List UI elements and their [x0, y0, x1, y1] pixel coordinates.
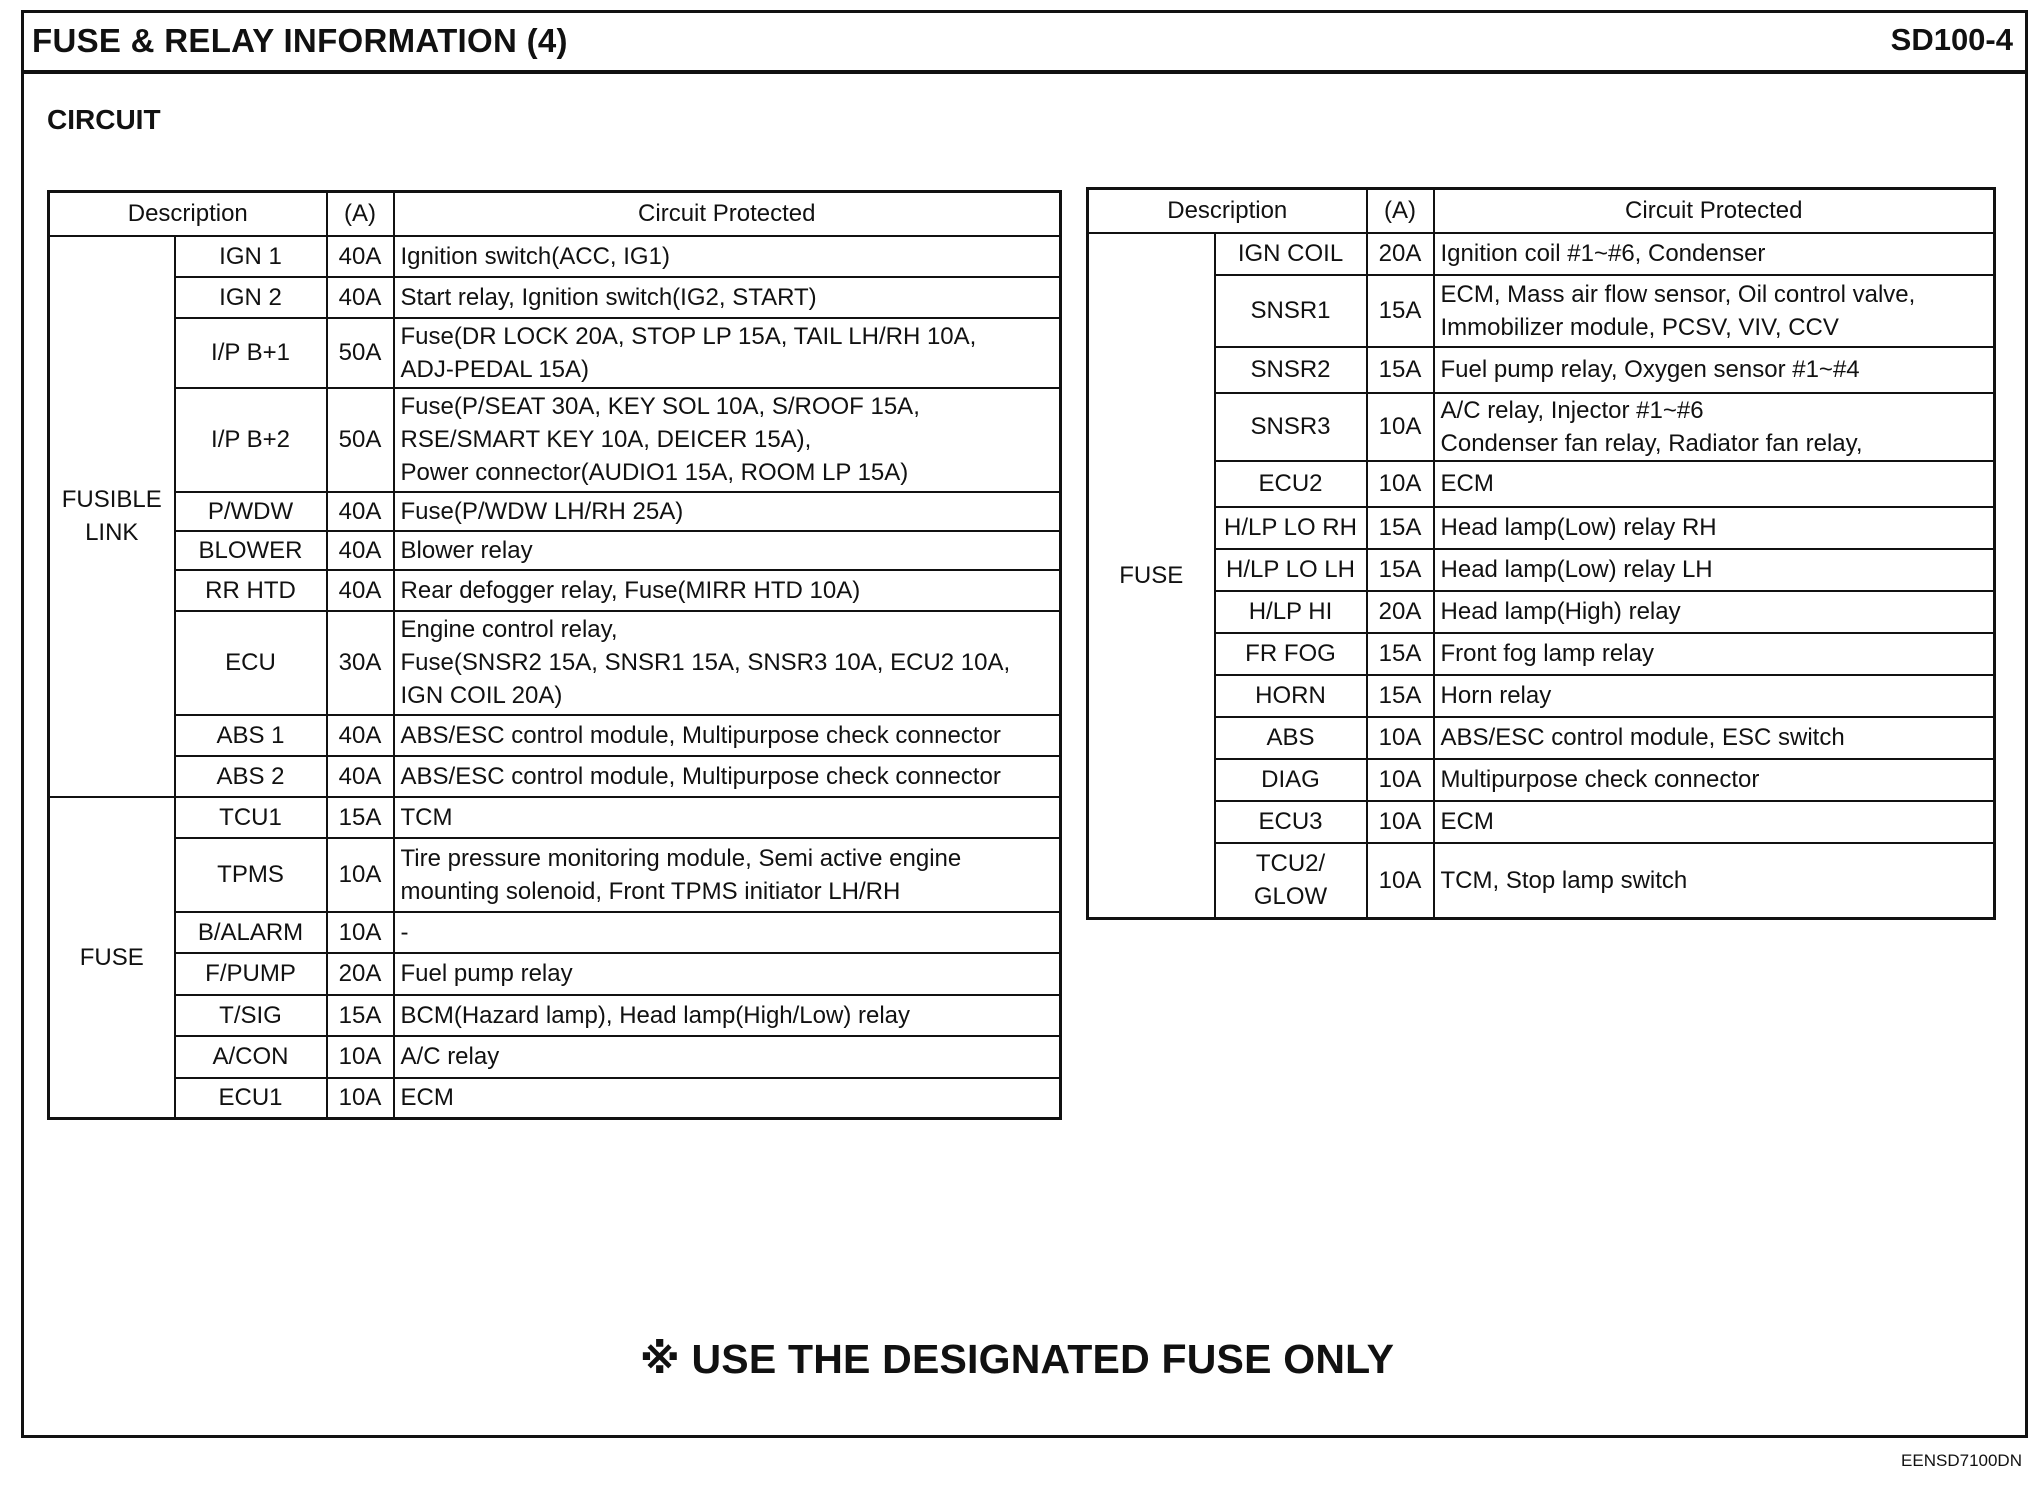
fuse-name	[1215, 233, 1367, 275]
text-line: ABS/ESC control module, ESC switch	[1440, 724, 1845, 751]
fuse-amps: 10A	[1367, 759, 1434, 801]
fuse-name	[1215, 759, 1367, 801]
group-label: FUSE	[49, 797, 175, 1119]
text-line: Rear defogger relay, Fuse(MIRR HTD 10A)	[400, 576, 861, 604]
text-line: Fuel pump relay, Oxygen sensor #1~#4	[1440, 356, 1860, 383]
text-line: Fuse(SNSR2 15A, SNSR1 15A, SNSR3 10A, ECU2 10A,	[400, 649, 1011, 676]
fuse-circuit	[394, 611, 1061, 715]
text-line: Horn relay	[1440, 682, 1552, 709]
fuse-name	[1215, 633, 1367, 675]
table-row	[1088, 347, 1995, 393]
fuse-amps: 10A	[327, 1078, 394, 1119]
table-row	[49, 492, 1061, 531]
table-row	[49, 570, 1061, 611]
text-line: FUSIBLE	[61, 486, 162, 513]
text-line: RSE/SMART KEY 10A, DEICER 15A),	[400, 426, 812, 453]
fuse-amps: 20A	[1367, 233, 1434, 275]
fuse-amps: 10A	[1367, 461, 1434, 507]
page-title: FUSE & RELAY INFORMATION (4)	[32, 22, 568, 59]
text-line: Head lamp(Low) relay LH	[1440, 556, 1713, 583]
fuse-amps: 15A	[1367, 347, 1434, 393]
fuse-name: P/WDW	[175, 492, 327, 531]
text-line: ABS	[1266, 724, 1315, 751]
table-row	[1088, 461, 1995, 507]
fuse-amps: 15A	[1367, 275, 1434, 347]
text-line: HORN	[1255, 682, 1326, 709]
fuse-name: IGN 1	[175, 236, 327, 277]
fuse-amps: 10A	[327, 912, 394, 953]
fuse-name: ABS 2	[175, 756, 327, 797]
table-row	[49, 318, 1061, 388]
fuse-amps: 30A	[327, 611, 394, 715]
text-line: Power connector(AUDIO1 15A, ROOM LP 15A)	[400, 459, 909, 486]
text-line: LINK	[85, 519, 139, 546]
text-line: Head lamp(Low) relay RH	[1440, 514, 1717, 541]
designated-fuse-note: ※ USE THE DESIGNATED FUSE ONLY	[639, 1336, 1395, 1382]
table-row	[1088, 591, 1995, 633]
fuse-name: ECU	[175, 611, 327, 715]
column-header-circuit: Circuit Protected	[1434, 189, 1995, 233]
table-row	[49, 1036, 1061, 1078]
fuse-name: I/P B+2	[175, 388, 327, 492]
fuse-name	[1215, 507, 1367, 549]
fuse-name	[1215, 717, 1367, 759]
text-line: H/LP LO LH	[1226, 556, 1355, 583]
text-line: Blower relay	[400, 536, 533, 564]
fuse-amps: 10A	[1367, 393, 1434, 461]
fuse-amps: 10A	[1367, 843, 1434, 919]
text-line: ECM	[1440, 808, 1494, 835]
fuse-circuit	[1434, 461, 1995, 507]
fuse-amps: 40A	[327, 570, 394, 611]
group-label: FUSE	[1088, 233, 1215, 919]
fuse-amps: 10A	[1367, 717, 1434, 759]
table-row	[49, 797, 1061, 838]
text-line: TCM, Stop lamp switch	[1440, 866, 1688, 894]
text-line: Start relay, Ignition switch(IG2, START)	[400, 283, 817, 311]
fuse-circuit	[394, 756, 1061, 797]
fuse-amps: 15A	[1367, 633, 1434, 675]
text-line: SNSR2	[1250, 356, 1331, 383]
fuse-amps: 10A	[1367, 801, 1434, 843]
table-row	[49, 953, 1061, 995]
group-label	[49, 236, 175, 797]
text-line: TCM	[400, 803, 453, 831]
fuse-name	[1215, 801, 1367, 843]
fuse-amps: 40A	[327, 277, 394, 318]
column-header-amps: (A)	[327, 192, 394, 236]
text-line: Fuel pump relay	[400, 960, 573, 987]
fuse-circuit	[394, 1036, 1061, 1078]
table-row	[49, 1078, 1061, 1119]
column-header-description: Description	[1088, 189, 1367, 233]
text-line: IGN COIL 20A)	[400, 682, 563, 709]
fuse-name: ECU1	[175, 1078, 327, 1119]
text-line: H/LP HI	[1248, 598, 1333, 625]
table-row	[49, 388, 1061, 492]
fuse-name: BLOWER	[175, 531, 327, 570]
fuse-amps: 40A	[327, 236, 394, 277]
header-rule	[21, 70, 2028, 74]
fuse-circuit	[394, 236, 1061, 277]
fuse-amps: 15A	[327, 995, 394, 1036]
table-row	[1088, 507, 1995, 549]
fuse-circuit	[1434, 591, 1995, 633]
text-line: TCU2/	[1255, 850, 1326, 878]
fuse-name: F/PUMP	[175, 953, 327, 995]
fuse-name: TPMS	[175, 838, 327, 912]
text-line: ECM	[1440, 470, 1494, 497]
fuse-circuit	[394, 388, 1061, 492]
fuse-circuit	[1434, 393, 1995, 461]
text-line: Head lamp(High) relay	[1440, 598, 1681, 625]
fuse-name: IGN 2	[175, 277, 327, 318]
text-line: Tire pressure monitoring module, Semi active engine	[400, 844, 962, 872]
fuse-circuit	[1434, 633, 1995, 675]
fuse-circuit	[394, 797, 1061, 838]
text-line: ABS/ESC control module, Multipurpose check connector	[400, 762, 1001, 790]
table-row	[49, 756, 1061, 797]
text-line: Fuse(DR LOCK 20A, STOP LP 15A, TAIL LH/RH 10A,	[400, 322, 977, 350]
table-row	[1088, 717, 1995, 759]
table-row	[49, 995, 1061, 1036]
table-row	[49, 236, 1061, 277]
fuse-amps: 20A	[327, 953, 394, 995]
fuse-name: B/ALARM	[175, 912, 327, 953]
table-row	[49, 531, 1061, 570]
footer-code: EENSD7100DN	[1901, 1451, 2022, 1470]
text-line: ECU3	[1258, 808, 1323, 835]
text-line: FR FOG	[1245, 640, 1336, 667]
fuse-circuit	[394, 1078, 1061, 1119]
text-line: ECM, Mass air flow sensor, Oil control valve,	[1440, 280, 1916, 308]
fuse-name	[1215, 393, 1367, 461]
column-header-description: Description	[49, 192, 327, 236]
fuse-circuit	[394, 953, 1061, 995]
table-row	[49, 912, 1061, 953]
text-line: A/C relay, Injector #1~#6	[1440, 396, 1704, 424]
fuse-name	[1215, 549, 1367, 591]
table-row	[1088, 275, 1995, 347]
fuse-amps: 15A	[327, 797, 394, 838]
text-line: Immobilizer module, PCSV, VIV, CCV	[1440, 313, 1839, 341]
fuse-circuit	[1434, 717, 1995, 759]
fuse-name	[1215, 843, 1367, 919]
fuse-circuit	[1434, 759, 1995, 801]
fuse-circuit	[394, 277, 1061, 318]
fuse-circuit	[394, 995, 1061, 1036]
right-fuse-table	[1086, 187, 1996, 920]
table-row	[1088, 843, 1995, 919]
fuse-circuit	[1434, 675, 1995, 717]
table-row	[49, 715, 1061, 756]
text-line: ECU2	[1258, 470, 1323, 497]
text-line: ECM	[400, 1084, 454, 1112]
table-row	[1088, 759, 1995, 801]
fuse-amps: 15A	[1367, 507, 1434, 549]
text-line: ADJ-PEDAL 15A)	[400, 355, 590, 383]
text-line: DIAG	[1261, 766, 1320, 793]
table-row	[49, 838, 1061, 912]
fuse-amps: 10A	[327, 1036, 394, 1078]
fuse-circuit	[1434, 801, 1995, 843]
fuse-name	[1215, 675, 1367, 717]
fuse-amps: 50A	[327, 318, 394, 388]
text-line: Fuse(P/WDW LH/RH 25A)	[400, 497, 684, 525]
fuse-name: RR HTD	[175, 570, 327, 611]
fuse-name: ABS 1	[175, 715, 327, 756]
fuse-amps: 40A	[327, 715, 394, 756]
fuse-amps: 15A	[1367, 675, 1434, 717]
fuse-circuit	[1434, 275, 1995, 347]
table-row	[1088, 549, 1995, 591]
text-line: SNSR1	[1250, 297, 1331, 324]
column-header-circuit: Circuit Protected	[394, 192, 1061, 236]
text-line: Fuse(P/SEAT 30A, KEY SOL 10A, S/ROOF 15A,	[400, 393, 920, 420]
fuse-circuit	[1434, 347, 1995, 393]
fuse-circuit	[394, 912, 1061, 953]
fuse-name: I/P B+1	[175, 318, 327, 388]
text-line: BCM(Hazard lamp), Head lamp(High/Low) relay	[400, 1001, 911, 1029]
fuse-circuit	[1434, 233, 1995, 275]
fuse-amps: 40A	[327, 531, 394, 570]
fuse-amps: 40A	[327, 756, 394, 797]
text-line: Front fog lamp relay	[1440, 640, 1654, 667]
fuse-circuit	[1434, 507, 1995, 549]
fuse-amps: 40A	[327, 492, 394, 531]
text-line: ABS/ESC control module, Multipurpose check connector	[400, 721, 1001, 749]
fuse-circuit	[394, 318, 1061, 388]
fuse-circuit	[394, 492, 1061, 531]
fuse-circuit	[394, 531, 1061, 570]
table-row	[1088, 801, 1995, 843]
fuse-name	[1215, 275, 1367, 347]
table-row	[1088, 233, 1995, 275]
text-line: SNSR3	[1250, 413, 1331, 440]
text-line: -	[400, 918, 409, 946]
column-header-amps: (A)	[1367, 189, 1434, 233]
text-line: Ignition coil #1~#6, Condenser	[1440, 240, 1766, 267]
text-line: GLOW	[1253, 883, 1328, 911]
left-fuse-table	[47, 190, 1062, 1120]
table-row	[1088, 675, 1995, 717]
fuse-name	[1215, 347, 1367, 393]
text-line: Condenser fan relay, Radiator fan relay,	[1440, 429, 1863, 457]
table-row	[49, 277, 1061, 318]
fuse-circuit	[394, 838, 1061, 912]
text-line: Multipurpose check connector	[1440, 766, 1760, 793]
text-line: Ignition switch(ACC, IG1)	[400, 242, 670, 270]
fuse-amps: 50A	[327, 388, 394, 492]
fuse-circuit	[394, 715, 1061, 756]
fuse-name: T/SIG	[175, 995, 327, 1036]
section-title: CIRCUIT	[47, 104, 161, 135]
fuse-circuit	[1434, 549, 1995, 591]
text-line: A/C relay	[400, 1043, 500, 1070]
fuse-amps: 20A	[1367, 591, 1434, 633]
page-code: SD100-4	[1890, 22, 2013, 57]
text-line: H/LP LO RH	[1224, 514, 1357, 541]
fuse-amps: 15A	[1367, 549, 1434, 591]
fuse-name	[1215, 591, 1367, 633]
table-row	[49, 611, 1061, 715]
text-line: Engine control relay,	[400, 616, 618, 643]
fuse-amps: 10A	[327, 838, 394, 912]
fuse-name	[1215, 461, 1367, 507]
table-row	[1088, 633, 1995, 675]
text-line: mounting solenoid, Front TPMS initiator LH/RH	[400, 877, 901, 905]
fuse-circuit	[1434, 843, 1995, 919]
fuse-name: TCU1	[175, 797, 327, 838]
fuse-name: A/CON	[175, 1036, 327, 1078]
table-row	[1088, 393, 1995, 461]
text-line: IGN COIL	[1237, 240, 1344, 267]
fuse-circuit	[394, 570, 1061, 611]
